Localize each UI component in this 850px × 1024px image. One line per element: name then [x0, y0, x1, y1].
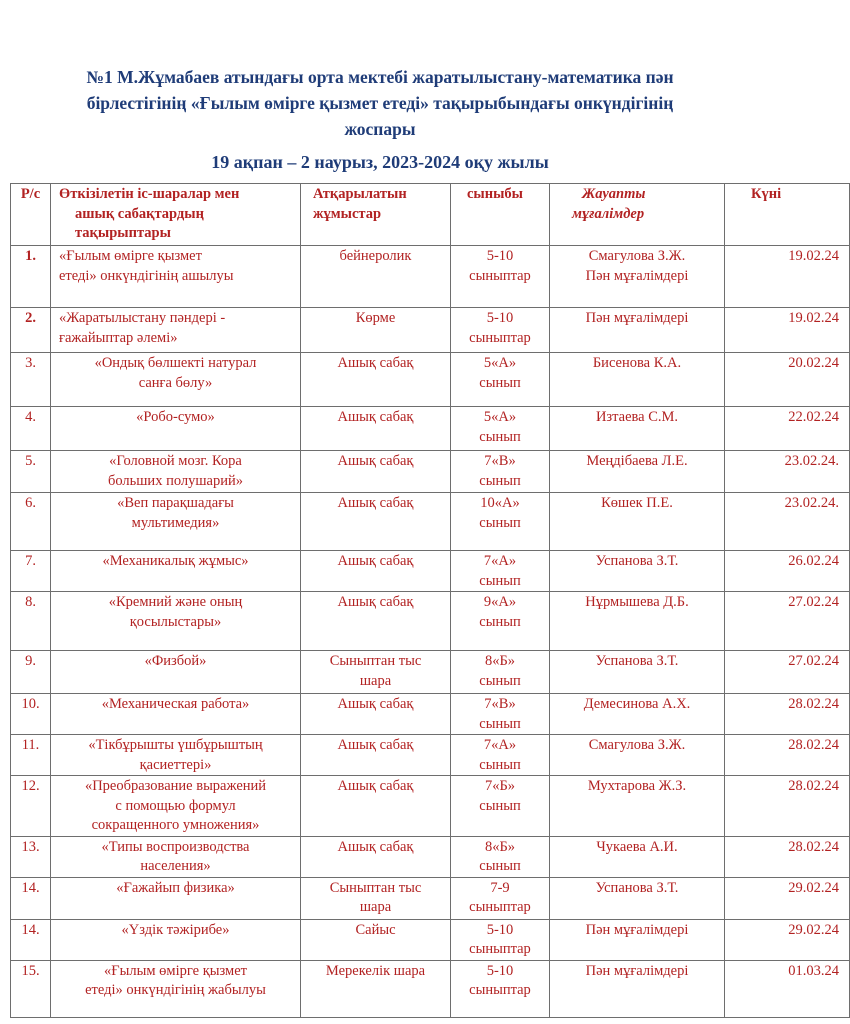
row-class-line: сынып	[479, 858, 521, 874]
row-class-line: сыныптар	[469, 329, 531, 346]
row-number-line: 15.	[21, 962, 40, 979]
row-topic	[51, 493, 301, 551]
row-topic	[51, 308, 301, 353]
row-date	[725, 308, 850, 353]
row-number	[11, 308, 51, 353]
row-date	[725, 735, 850, 776]
header-topic-line: тақырыптары	[75, 225, 171, 241]
row-topic-line: мультимедия»	[131, 514, 220, 531]
row-form-line: бейнеролик	[339, 248, 412, 264]
row-form-line: Ашық сабақ	[337, 355, 414, 371]
row-number	[11, 493, 51, 551]
row-number-line: 5.	[25, 453, 36, 469]
row-class-line: сынып	[479, 514, 521, 531]
row-topic	[51, 694, 301, 735]
row-class	[451, 246, 550, 308]
row-class-line: сынып	[479, 756, 521, 773]
row-class	[451, 651, 550, 694]
row-date-line: 28.02.24	[788, 838, 839, 855]
row-form	[301, 308, 451, 353]
row-form-line: Сайыс	[355, 921, 396, 938]
row-form-line: Көрме	[355, 310, 396, 326]
row-form	[301, 246, 451, 308]
row-date	[725, 246, 850, 308]
row-class	[451, 694, 550, 735]
row-class-line: сыныптар	[469, 267, 531, 284]
table-row	[11, 246, 850, 308]
row-topic-line: «Механическая работа»	[101, 696, 250, 712]
row-topic	[51, 407, 301, 451]
row-number	[11, 776, 51, 837]
row-class-line: 8«Б»	[484, 838, 516, 855]
header-date: Күні	[725, 184, 850, 246]
row-topic-line: етеді» онкүндігінің жабылуы	[85, 982, 266, 998]
row-teacher	[550, 735, 725, 776]
schedule-table	[10, 183, 850, 1018]
row-class-line: сынып	[479, 572, 521, 589]
row-class-line: 7«Б»	[484, 778, 516, 794]
row-date-line: 27.02.24	[788, 594, 839, 610]
row-date-line: 27.02.24	[788, 653, 839, 669]
row-date	[725, 493, 850, 551]
row-teacher	[550, 407, 725, 451]
row-class	[451, 353, 550, 407]
row-form	[301, 592, 451, 651]
row-number	[11, 877, 51, 919]
row-teacher-line: Мухтарова Ж.З.	[587, 778, 687, 794]
header-num: Р/с	[11, 184, 51, 246]
table-row	[11, 735, 850, 776]
row-topic-line: «Физбой»	[144, 653, 207, 669]
row-form	[301, 493, 451, 551]
row-class-line: сыныптар	[469, 899, 531, 915]
row-topic-line: с помощью формул	[115, 797, 236, 814]
header-teacher-line: мұғалімдер	[572, 205, 645, 222]
row-class-line: 5-10	[486, 310, 514, 326]
row-date-line: 01.03.24	[788, 962, 839, 979]
title-line-2: бірлестігінің «Ғылым өмірге қызмет етеді» тақырыбындағы онкүндігінің	[86, 93, 674, 113]
row-topic-line: ғажайыптар әлемі»	[59, 329, 178, 346]
table-row	[11, 919, 850, 960]
row-teacher-line: Меңдібаева Л.Е.	[586, 453, 688, 469]
row-teacher-line: Чукаева А.И.	[596, 838, 678, 855]
row-teacher	[550, 246, 725, 308]
row-teacher-line: Бисенова К.А.	[592, 355, 682, 371]
row-class-line: сыныптар	[469, 941, 531, 957]
row-class-line: 5-10	[486, 921, 514, 938]
row-number-line: 7.	[25, 553, 36, 569]
row-number-line: 11.	[21, 737, 40, 753]
row-number	[11, 592, 51, 651]
row-teacher	[550, 919, 725, 960]
row-topic	[51, 353, 301, 407]
table-row	[11, 592, 850, 651]
row-number-line: 14.	[21, 921, 40, 938]
row-class	[451, 836, 550, 877]
row-number	[11, 407, 51, 451]
row-form	[301, 960, 451, 1017]
row-topic	[51, 919, 301, 960]
row-form	[301, 776, 451, 837]
row-number-line: 8.	[25, 594, 36, 610]
row-topic-line: «Ғылым өмірге қызмет	[59, 248, 202, 264]
row-topic-line: етеді» онкүндігінің ашылуы	[59, 267, 234, 284]
row-class-line: 5-10	[486, 248, 514, 264]
row-date-line: 23.02.24.	[784, 495, 839, 511]
row-form-line: Ашық сабақ	[337, 453, 414, 469]
row-form	[301, 836, 451, 877]
row-date-line: 28.02.24	[788, 737, 839, 753]
row-class-line: сынып	[479, 472, 521, 489]
row-number	[11, 694, 51, 735]
row-class-line: 7«А»	[483, 553, 517, 569]
row-class-line: 8«Б»	[484, 653, 516, 669]
row-class	[451, 735, 550, 776]
row-date	[725, 353, 850, 407]
row-date-line: 19.02.24	[788, 310, 839, 326]
row-form	[301, 877, 451, 919]
document-subtitle: 19 ақпан – 2 наурыз, 2023-2024 оқу жылы	[211, 152, 549, 172]
row-topic-line: санға бөлу»	[138, 374, 213, 391]
row-topic	[51, 451, 301, 493]
header-topic-line: ашық сабақтардың	[75, 205, 204, 222]
row-form	[301, 407, 451, 451]
row-topic	[51, 592, 301, 651]
row-teacher-line: Смагулова З.Ж.	[588, 737, 686, 753]
row-class-line: сынып	[479, 797, 521, 814]
row-teacher-line: Успанова З.Т.	[595, 653, 679, 669]
title-line-1: №1 М.Жұмабаев атындағы орта мектебі жаратылыстану-математика пән	[86, 67, 674, 87]
row-number-line: 12.	[21, 778, 40, 794]
row-date	[725, 592, 850, 651]
row-class-line: сыныптар	[469, 982, 531, 998]
table-body	[11, 246, 850, 1018]
row-teacher	[550, 308, 725, 353]
table-row	[11, 493, 850, 551]
header-topic	[51, 184, 301, 246]
row-form-line: Ашық сабақ	[337, 409, 414, 425]
header-form	[301, 184, 451, 246]
row-form	[301, 694, 451, 735]
header-topic-line: Өткізілетін іс-шаралар мен	[59, 186, 240, 202]
table-row	[11, 836, 850, 877]
row-topic	[51, 836, 301, 877]
row-topic-line: «Жаратылыстану пәндері -	[59, 310, 226, 326]
row-date-line: 29.02.24	[788, 921, 839, 938]
row-number-line: 9.	[25, 653, 36, 669]
row-date-line: 29.02.24	[788, 879, 839, 896]
row-teacher-line: Пән мұғалімдері	[585, 921, 689, 938]
row-number	[11, 353, 51, 407]
document-title	[40, 64, 720, 142]
row-topic-line: «Ғылым өмірге қызмет	[104, 962, 247, 979]
table-row	[11, 308, 850, 353]
row-date	[725, 551, 850, 592]
row-form	[301, 551, 451, 592]
row-teacher-line: Успанова З.Т.	[595, 553, 679, 569]
table-row	[11, 960, 850, 1017]
row-teacher	[550, 451, 725, 493]
row-teacher	[550, 694, 725, 735]
row-class	[451, 776, 550, 837]
row-teacher-line: Көшек П.Е.	[601, 495, 673, 511]
row-date-line: 23.02.24.	[784, 453, 839, 469]
row-form-line: Сыныптан тыс	[329, 879, 422, 896]
row-teacher-line: Демесинова А.Х.	[583, 696, 691, 712]
row-class	[451, 493, 550, 551]
row-teacher-line: Пән мұғалімдері	[585, 962, 689, 979]
table-row	[11, 776, 850, 837]
row-class	[451, 877, 550, 919]
row-number-line: 14.	[21, 879, 40, 896]
table-row	[11, 551, 850, 592]
row-form-line: Ашық сабақ	[337, 778, 414, 794]
row-teacher	[550, 551, 725, 592]
row-topic-line: «Ондық бөлшекті натурал	[94, 355, 257, 371]
row-number-line: 2.	[25, 310, 36, 326]
row-form-line: Ашық сабақ	[337, 594, 414, 610]
row-number	[11, 919, 51, 960]
row-form-line: Ашық сабақ	[337, 495, 414, 511]
row-topic	[51, 246, 301, 308]
row-number	[11, 735, 51, 776]
row-class-line: сынып	[479, 374, 521, 391]
row-date	[725, 836, 850, 877]
row-topic-line: «Робо-сумо»	[136, 409, 215, 425]
header-form-line: жұмыстар	[313, 205, 382, 222]
row-form-line: шара	[359, 899, 392, 915]
row-class-line: 7«В»	[484, 453, 516, 469]
row-teacher	[550, 493, 725, 551]
row-class-line: 7«А»	[483, 737, 517, 753]
row-topic	[51, 877, 301, 919]
header-form-line: Атқарылатын	[313, 186, 407, 202]
row-teacher-line: Смагулова З.Ж.	[588, 248, 686, 264]
row-number-line: 6.	[25, 495, 36, 511]
table-row	[11, 694, 850, 735]
row-date	[725, 960, 850, 1017]
table-row	[11, 407, 850, 451]
row-number-line: 10.	[21, 696, 40, 712]
row-number	[11, 246, 51, 308]
row-topic-line: «Үздік тәжірибе»	[121, 921, 230, 938]
row-topic-line: қосылыстары»	[129, 613, 222, 630]
table-row	[11, 353, 850, 407]
table-row	[11, 877, 850, 919]
row-date-line: 28.02.24	[788, 778, 839, 794]
row-number-line: 4.	[25, 409, 36, 425]
row-topic-line: «Кремний және оның	[108, 594, 243, 610]
row-date	[725, 407, 850, 451]
row-topic-line: «Преобразование выражений	[84, 778, 267, 794]
row-class	[451, 592, 550, 651]
row-number	[11, 451, 51, 493]
row-topic-line: населения»	[140, 858, 211, 874]
row-class-line: сынып	[479, 428, 521, 445]
row-topic	[51, 960, 301, 1017]
row-form	[301, 651, 451, 694]
row-class-line: 7«В»	[484, 696, 516, 712]
table-row	[11, 451, 850, 493]
row-form-line: шара	[359, 672, 392, 689]
row-class-line: 10«А»	[480, 495, 520, 511]
row-class-line: сынып	[479, 613, 521, 630]
row-class-line: 5-10	[486, 962, 514, 979]
row-class	[451, 551, 550, 592]
row-form-line: Мерекелік шара	[325, 962, 426, 979]
row-date-line: 20.02.24	[788, 355, 839, 371]
row-form	[301, 451, 451, 493]
row-teacher	[550, 776, 725, 837]
row-topic-line: «Механикалық жұмыс»	[102, 553, 249, 569]
row-number-line: 3.	[25, 355, 36, 371]
row-class-line: 9«А»	[483, 594, 517, 610]
row-class-line: сынып	[479, 715, 521, 732]
row-class	[451, 960, 550, 1017]
row-number	[11, 836, 51, 877]
row-teacher-line: Успанова З.Т.	[595, 879, 679, 896]
row-topic	[51, 776, 301, 837]
row-topic-line: «Веп парақшадағы	[117, 495, 234, 511]
row-class-line: сынып	[479, 672, 521, 689]
row-form-line: Сыныптан тыс	[329, 653, 422, 669]
row-number	[11, 551, 51, 592]
row-class	[451, 451, 550, 493]
row-number-line: 1.	[25, 248, 36, 264]
row-class	[451, 308, 550, 353]
row-date-line: 28.02.24	[788, 696, 839, 712]
row-form-line: Ашық сабақ	[337, 553, 414, 569]
row-form	[301, 353, 451, 407]
row-teacher	[550, 960, 725, 1017]
row-date-line: 19.02.24	[788, 248, 839, 264]
row-teacher	[550, 651, 725, 694]
row-topic-line: «Типы воспроизводства	[101, 838, 250, 855]
row-date	[725, 694, 850, 735]
row-form-line: Ашық сабақ	[337, 737, 414, 753]
row-date	[725, 919, 850, 960]
row-form	[301, 919, 451, 960]
row-teacher	[550, 353, 725, 407]
row-topic-line: больших полушарий»	[107, 472, 243, 489]
row-teacher-line: Пән мұғалімдері	[585, 267, 689, 284]
row-date	[725, 877, 850, 919]
row-date-line: 26.02.24	[788, 553, 839, 569]
row-topic	[51, 735, 301, 776]
row-number	[11, 651, 51, 694]
row-topic-line: «Ғажайып физика»	[116, 879, 235, 896]
row-date	[725, 651, 850, 694]
row-topic-line: «Тікбұрышты үшбұрыштың	[88, 737, 263, 753]
row-form	[301, 735, 451, 776]
header-class: сыныбы	[451, 184, 550, 246]
header-teacher	[550, 184, 725, 246]
row-teacher-line: Пән мұғалімдері	[585, 310, 689, 326]
row-topic	[51, 551, 301, 592]
title-line-3: жоспары	[344, 119, 416, 139]
table-row	[11, 651, 850, 694]
row-number	[11, 960, 51, 1017]
row-date	[725, 776, 850, 837]
row-topic-line: қасиеттері»	[139, 756, 212, 773]
row-class-line: 7-9	[490, 879, 510, 896]
row-topic-line: «Головной мозг. Кора	[109, 453, 242, 469]
row-class-line: 5«А»	[483, 409, 517, 425]
row-class-line: 5«А»	[483, 355, 517, 371]
row-topic	[51, 651, 301, 694]
row-form-line: Ашық сабақ	[337, 696, 414, 712]
row-class	[451, 407, 550, 451]
row-teacher	[550, 877, 725, 919]
row-teacher	[550, 592, 725, 651]
row-class	[451, 919, 550, 960]
row-number-line: 13.	[21, 838, 40, 855]
row-teacher	[550, 836, 725, 877]
row-teacher-line: Изтаева С.М.	[595, 409, 679, 425]
table-header-row	[11, 184, 850, 246]
row-teacher-line: Нұрмышева Д.Б.	[585, 594, 689, 610]
row-date-line: 22.02.24	[788, 409, 839, 425]
header-teacher-line: Жауапты	[582, 186, 646, 202]
row-date	[725, 451, 850, 493]
row-form-line: Ашық сабақ	[337, 838, 414, 855]
row-topic-line: сокращенного умножения»	[91, 817, 260, 833]
